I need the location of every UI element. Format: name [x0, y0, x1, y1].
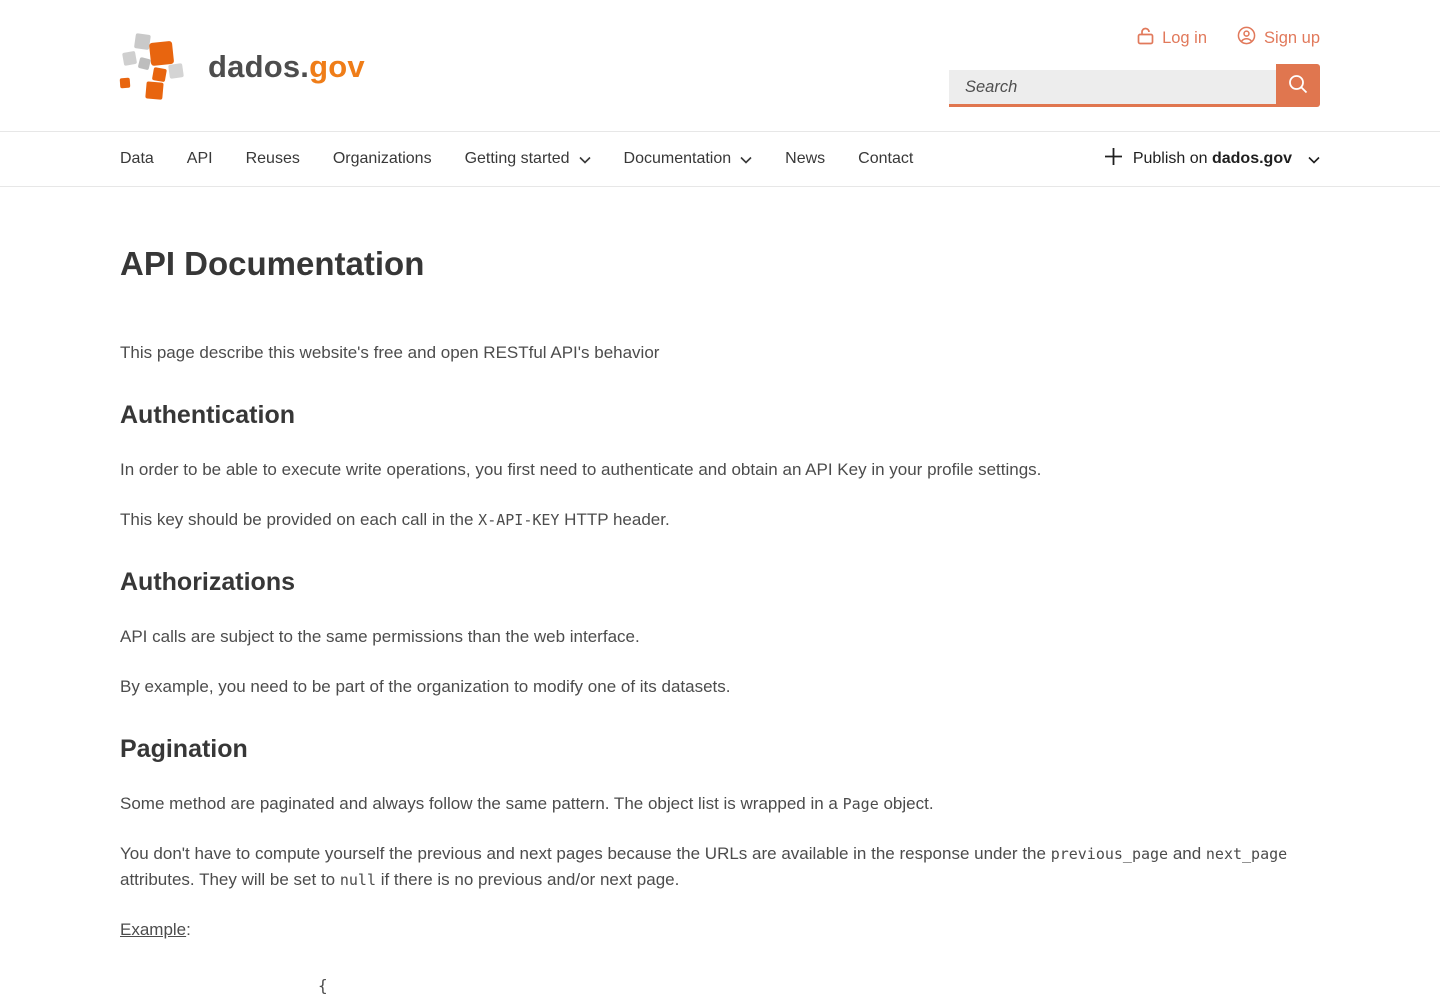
- text-segment: You don't have to compute yourself the previous and next pages because the URLs are available in the response under the: [120, 844, 1051, 863]
- nav-item-label: Contact: [858, 150, 914, 167]
- auth-links: [1137, 26, 1320, 50]
- header-right: [949, 26, 1320, 107]
- paragraph: By example, you need to be part of the organization to modify one of its datasets.: [120, 677, 731, 696]
- signup-link[interactable]: [1237, 26, 1320, 50]
- nav-item-label: Reuses: [245, 150, 300, 167]
- nav-item-label: Getting started: [464, 150, 570, 167]
- text-segment: HTTP header.: [559, 510, 670, 529]
- inline-code: X-API-KEY: [478, 511, 560, 529]
- logo-text-primary: dados: [208, 48, 301, 84]
- nav-item-api[interactable]: [187, 150, 213, 168]
- code-block: [120, 975, 1320, 997]
- inline-code: null: [339, 870, 376, 889]
- chevron-down-icon: [740, 156, 752, 164]
- cubes-cluster-icon: [120, 32, 194, 101]
- publish-brand: dados.gov: [1211, 150, 1292, 167]
- logo-text: [208, 49, 365, 85]
- user-circle-icon: [1237, 26, 1256, 50]
- nav-item-reuses[interactable]: [246, 150, 300, 168]
- section-heading-authentication: Authentication: [120, 400, 295, 429]
- nav-item-label: Data: [120, 150, 154, 167]
- nav-item-label: News: [785, 150, 826, 167]
- search-button[interactable]: [1276, 64, 1320, 107]
- chevron-down-icon: [1308, 156, 1320, 164]
- main-nav: [0, 131, 1440, 187]
- section-heading-authorizations: Authorizations: [120, 567, 295, 596]
- publish-label: Publish on dados.gov: [1132, 150, 1292, 167]
- inline-code: next_page: [1205, 845, 1288, 863]
- site-header: [0, 0, 1440, 131]
- magnifier-icon: [1287, 73, 1309, 98]
- intro-paragraph: This page describe this website's free and open RESTful API's behavior: [120, 343, 660, 362]
- search-input[interactable]: [949, 70, 1276, 107]
- nav-item-documentation[interactable]: [624, 150, 753, 168]
- code-content: {: [318, 975, 328, 995]
- signup-label: Sign up: [1264, 28, 1320, 47]
- logo-text-secondary: gov: [309, 48, 365, 84]
- paragraph: [120, 791, 1320, 817]
- chevron-down-icon: [579, 156, 591, 164]
- nav-item-organizations[interactable]: [333, 150, 432, 168]
- paragraph: [120, 841, 1320, 892]
- example-label: Example: [120, 920, 187, 939]
- nav-item-getting-started[interactable]: [465, 150, 591, 168]
- lock-icon: [1137, 27, 1154, 50]
- text-segment: attributes. They will be set to: [120, 869, 340, 889]
- logo-text-dot: .: [300, 48, 310, 84]
- inline-code: Page: [842, 794, 879, 813]
- paragraph: [120, 507, 1320, 533]
- nav-item-contact[interactable]: [858, 150, 913, 168]
- example-paragraph: [120, 917, 1320, 943]
- nav-item-label: API: [186, 150, 213, 167]
- nav-item-label: Organizations: [332, 150, 432, 167]
- text-segment: :: [186, 920, 191, 939]
- text-segment: object.: [878, 793, 934, 813]
- main-content: [0, 245, 1440, 997]
- site-logo[interactable]: [120, 32, 365, 101]
- plus-icon: [1104, 147, 1123, 171]
- text-segment: Some method are paginated and always follow the same pattern. The object list is wrapped in a: [120, 793, 843, 813]
- nav-item-data[interactable]: [120, 150, 154, 168]
- publish-button[interactable]: [1104, 147, 1320, 171]
- text-segment: This key should be provided on each call in the: [120, 510, 479, 529]
- inline-code: previous_page: [1050, 845, 1169, 863]
- search-form: [949, 64, 1320, 107]
- paragraph: In order to be able to execute write operations, you first need to authenticate and obtain an API Key in your profile settings.: [120, 459, 1042, 479]
- text-segment: and: [1168, 844, 1206, 863]
- page-title: API Documentation: [120, 245, 425, 282]
- text-segment: if there is no previous and/or next page.: [375, 869, 680, 889]
- nav-item-label: Documentation: [623, 150, 732, 167]
- nav-links: [120, 150, 913, 168]
- login-label: Log in: [1162, 28, 1208, 47]
- nav-item-news[interactable]: [785, 150, 825, 168]
- login-link[interactable]: [1137, 26, 1207, 50]
- paragraph: API calls are subject to the same permissions than the web interface.: [120, 626, 640, 646]
- section-heading-pagination: Pagination: [120, 734, 248, 763]
